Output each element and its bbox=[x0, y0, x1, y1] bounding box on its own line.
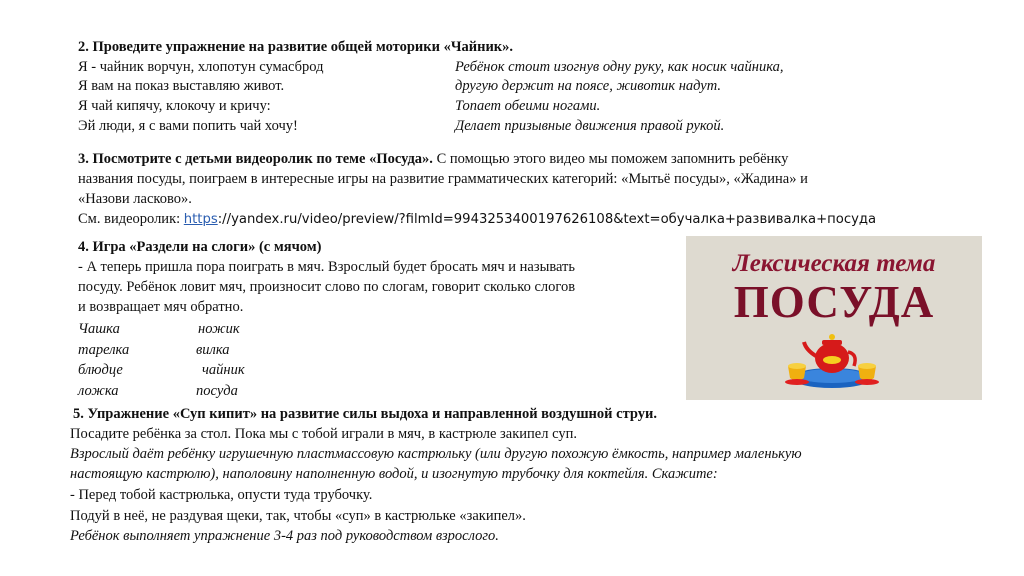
tea-set-icon bbox=[782, 328, 882, 394]
poem-line: Эй люди, я с вами попить чай хочу! bbox=[78, 118, 298, 134]
poem-line: Я чай кипячу, клокочу и кричу: bbox=[78, 98, 271, 114]
word-right: ножик bbox=[198, 321, 240, 337]
section-4-text: - А теперь пришла пора поиграть в мяч. Взрослый будет бросать мяч и называть bbox=[78, 259, 575, 275]
poem-line: Я вам на показ выставляю живот. bbox=[78, 78, 285, 94]
section-5-text: Взрослый даёт ребёнку игрушечную пластмассовую кастрюльку (или другую похожую ёмкость, например маленькую bbox=[70, 446, 802, 462]
section-4-text: посуду. Ребёнок ловит мяч, произносит слово по слогам, говорит сколько слогов bbox=[78, 279, 576, 295]
poster-subtitle: Лексическая тема bbox=[732, 250, 936, 277]
video-link-scheme[interactable]: https bbox=[183, 212, 218, 227]
section-4-text: и возвращает мяч обратно. bbox=[78, 299, 244, 315]
section-5-text: настоящую кастрюлю), наполовину наполненную водой, и изогнутую трубочку для коктейля. Скажите: bbox=[70, 466, 718, 482]
word-left: Чашка bbox=[78, 321, 120, 337]
action-line: другую держит на поясе, животик надут. bbox=[455, 78, 722, 94]
word-left: блюдце bbox=[78, 362, 123, 378]
word-left: ложка bbox=[78, 383, 119, 399]
word-right: вилка bbox=[196, 342, 230, 358]
word-right: посуда bbox=[196, 383, 238, 399]
video-link-line bbox=[78, 210, 876, 229]
section-5-text: Посадите ребёнка за стол. Пока мы с тобой играли в мяч, в кастрюле закипел суп. bbox=[70, 426, 577, 442]
topic-poster bbox=[686, 236, 982, 400]
section-3-text: С помощью этого видео мы поможем запомнить ребёнку bbox=[432, 151, 789, 167]
section-2-heading: 2. Проведите упражнение на развитие общей моторики «Чайник». bbox=[78, 39, 514, 55]
word-right: чайник bbox=[202, 362, 245, 378]
section-3-line-1 bbox=[78, 150, 788, 169]
action-line: Делает призывные движения правой рукой. bbox=[455, 118, 725, 134]
poem-line: Я - чайник ворчун, хлопотун сумасброд bbox=[78, 59, 324, 75]
video-link[interactable] bbox=[184, 212, 876, 227]
section-4-heading: 4. Игра «Раздели на слоги» (с мячом) bbox=[78, 239, 322, 255]
section-5-text: Ребёнок выполняет упражнение 3-4 раз под руководством взрослого. bbox=[70, 528, 499, 544]
word-left: тарелка bbox=[78, 342, 130, 358]
section-3-line-2: названия посуды, поиграем в интересные игры на развитие грамматических категорий: «Мытьё посуды», «Жадина» и bbox=[78, 171, 808, 187]
section-5-text: - Перед тобой кастрюлька, опусти туда трубочку. bbox=[70, 487, 373, 503]
action-line: Ребёнок стоит изогнув одну руку, как носик чайника, bbox=[455, 59, 784, 75]
section-3-heading: 3. Посмотрите с детьми видеоролик по теме «Посуда». bbox=[78, 151, 433, 167]
video-link-label: См. видеоролик: bbox=[78, 211, 184, 227]
action-line: Топает обеими ногами. bbox=[455, 98, 601, 114]
section-5-heading: 5. Упражнение «Суп кипит» на развитие силы выдоха и направленной воздушной струи. bbox=[73, 406, 657, 422]
poster-title: ПОСУДА bbox=[733, 277, 935, 327]
section-5-text: Подуй в неё, не раздувая щеки, так, чтобы «суп» в кастрюльке «закипел». bbox=[70, 508, 526, 524]
video-link-rest[interactable]: ://yandex.ru/video/preview/?filmId=9943253400197626108&text=обучалка+развивалка+посуда bbox=[217, 212, 877, 227]
section-3-line-3: «Назови ласково». bbox=[78, 191, 192, 207]
